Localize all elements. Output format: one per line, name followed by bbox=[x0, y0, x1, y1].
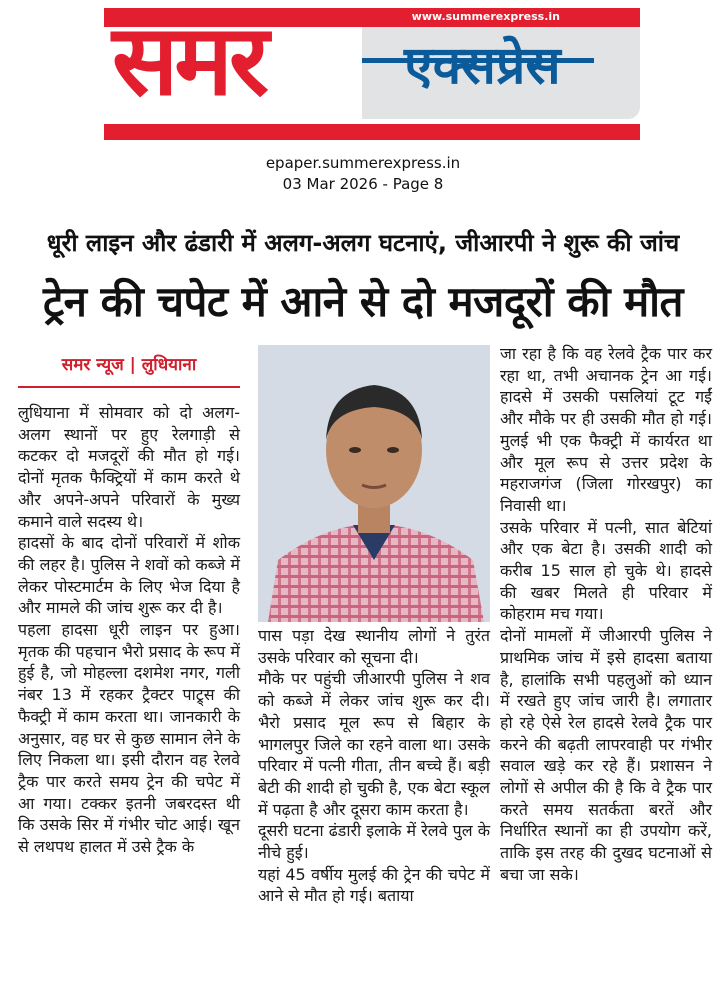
paragraph: यहां 45 वर्षीय मुलई की ट्रेन की चपेट में आने से मौत हो गई। बताया bbox=[258, 864, 490, 906]
paragraph: हादसों के बाद दोनों परिवारों में शोक की लहर है। पुलिस ने शवों को कब्जे में लेकर पोस्टमार्टम के लिए भेज दिया है और मामले की जांच शुरू कर दी है। bbox=[18, 533, 240, 618]
paragraph: जा रहा है कि वह रेलवे ट्रैक पार कर रहा था, तभी अचानक ट्रेन आ गई। हादसे में उसकी पसलियां टूट गईं और मौके पर ही उसकी मौत हो गई। मुलई भी एक फैक्ट्री में कार्यरत था और मूल रूप से उत्तर प्रदेश के महराजगंज (जिला गोरखपुर) का निवासी था। bbox=[500, 344, 712, 515]
article-column-2 bbox=[258, 625, 490, 907]
paragraph: पहला हादसा धूरी लाइन पर हुआ। मृतक की पहचान भैरो प्रसाद के रूप में हुई है, जो मोहल्ला दशमेश नगर, गली नंबर 13 में रहकर ट्रैक्टर पाट्र्स की फैक्ट्री में काम करता था। जानकारी के अनुसार, वह घर से कुछ सामान लेने के लिए निकला था। इसी दौरान वह रेलवे ट्रैक पार करते समय ट्रेन की चपेट में आ गया। टक्कर इतनी जबरदस्त थी कि उसके सिर में गंभीर चोट आई। खून से लथपथ हालत में उसे ट्रैक के bbox=[18, 620, 240, 857]
logo-express: एक्सप्रेस bbox=[404, 36, 561, 96]
epaper-url: epaper.summerexpress.in bbox=[265, 154, 461, 172]
paragraph: उसके परिवार में पत्नी, सात बेटियां और एक बेटा है। उसकी शादी को करीब 15 साल हो चुके थे। हादसे की खबर मिलते ही परिवार में कोहराम मच गया। bbox=[500, 517, 712, 624]
paragraph: लुधियाना में सोमवार को दो अलग-अलग स्थानों पर हुए रेलगाड़ी से कटकर दो मजदूरों की मौत हो गई। दोनों मृतक फैक्ट्रियों में काम करते थे और अपने-अपने परिवारों के मुख्य कमाने वाले सदस्य थे। bbox=[18, 403, 240, 531]
subheadline: धूरी लाइन और ढंडारी में अलग-अलग घटनाएं, जीआरपी ने शुरू की जांच bbox=[46, 229, 680, 257]
masthead-logo bbox=[104, 4, 640, 140]
person-photo bbox=[258, 345, 490, 622]
date-page: 03 Mar 2026 - Page 8 bbox=[282, 175, 444, 193]
masthead-bottom-band bbox=[104, 124, 640, 140]
headline: ट्रेन की चपेट में आने से दो मजदूरों की मौत bbox=[42, 277, 684, 326]
paragraph: मौके पर पहुंची जीआरपी पुलिस ने शव को कब्जे में लेकर जांच शुरू कर दी। भैरो प्रसाद मूल रूप से बिहार के भागलपुर जिले का रहने वाला था। उसके परिवार में पत्नी गीता, तीन बच्चे हैं। बड़ी बेटी की शादी हो चुकी है, एक बेटा स्कूल में पढ़ता है और दूसरा काम करता है। bbox=[258, 669, 490, 819]
masthead-website: www.summerexpress.in bbox=[411, 10, 560, 23]
logo-samar: समर bbox=[112, 4, 265, 118]
byline: समर न्यूज | लुधियाना bbox=[61, 355, 197, 375]
article-column-3 bbox=[500, 343, 712, 886]
byline-rule bbox=[18, 386, 240, 388]
paragraph: दूसरी घटना ढंडारी इलाके में रेलवे पुल के नीचे हुई। bbox=[258, 821, 490, 863]
paragraph: दोनों मामलों में जीआरपी पुलिस ने प्राथमिक जांच में इसे हादसा बताया है, हालांकि सभी पहलुओं को ध्यान में रखते हुए जांच जारी है। लगातार हो रहे ऐसे रेल हादसे रेलवे ट्रैक पार करने की बढ़ती लापरवाही पर गंभीर सवाल खड़े कर रहे हैं। प्रशासन ने लोगों से अपील की है कि वे ट्रैक पार करते समय सतर्कता बरतें और निर्धारित स्थानों का ही उपयोग करें, ताकि इस तरह की दुखद घटनाओं से बचा जा सके। bbox=[500, 626, 712, 884]
paragraph: पास पड़ा देख स्थानीय लोगों ने तुरंत उसके परिवार को सूचना दी। bbox=[258, 626, 490, 667]
article-column-1 bbox=[18, 402, 240, 858]
